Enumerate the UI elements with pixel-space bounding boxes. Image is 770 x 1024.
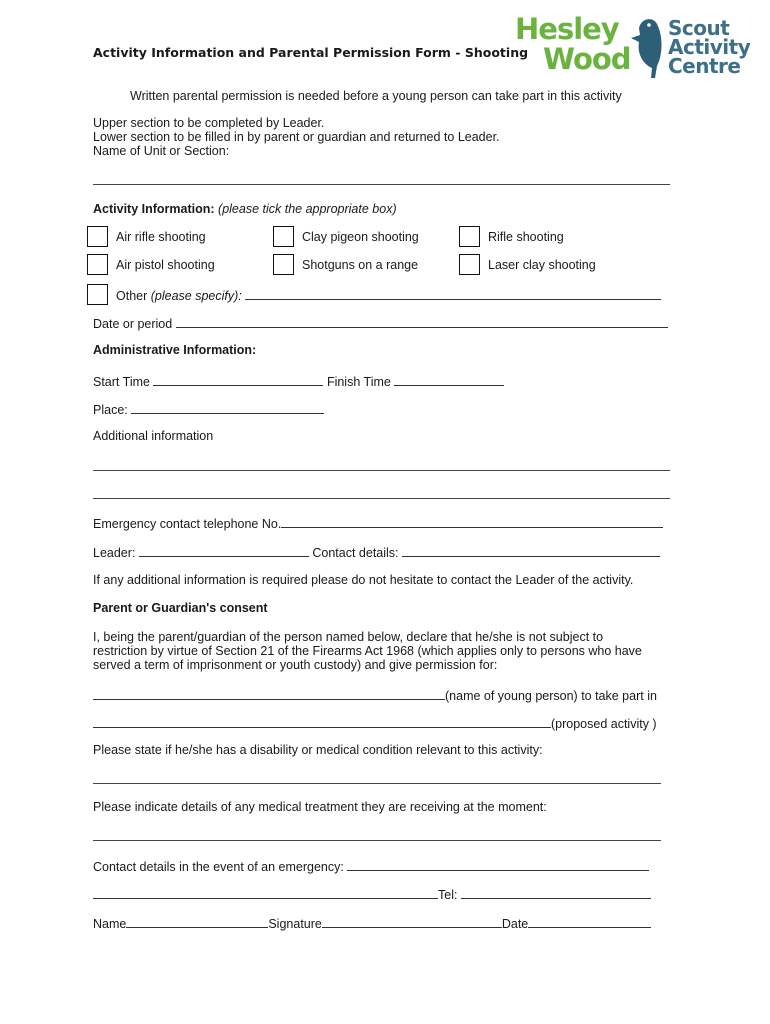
proposed-activity-suffix: (proposed activity )	[551, 717, 657, 731]
time-row	[93, 373, 504, 389]
label-air-pistol: Air pistol shooting	[116, 258, 215, 272]
activity-heading-hint: (please tick the appropriate box)	[218, 202, 397, 216]
upper-section-note: Upper section to be completed by Leader.	[93, 116, 325, 130]
young-person-field[interactable]	[93, 687, 445, 700]
intro-text: Written parental permission is needed before a young person can take part in this activity	[130, 89, 622, 103]
emergency-phone-field[interactable]	[281, 515, 663, 528]
other-label: Other	[116, 289, 148, 303]
logo-word-hesley: Hesley	[515, 12, 619, 46]
start-time-field[interactable]	[153, 373, 323, 386]
hesley-wood-logo	[515, 14, 760, 80]
checkbox-other[interactable]	[87, 284, 108, 305]
disability-field[interactable]	[93, 783, 661, 784]
emergency-contact-field[interactable]	[347, 858, 649, 871]
young-person-suffix: (name of young person) to take part in	[445, 689, 657, 703]
checkbox-clay-pigeon[interactable]	[273, 226, 294, 247]
consent-line-1: I, being the parent/guardian of the person named below, declare that he/she is not subject to	[93, 630, 604, 644]
disability-prompt: Please state if he/she has a disability or medical condition relevant to this activity:	[93, 743, 543, 757]
date-signed-label: Date	[501, 917, 529, 931]
proposed-activity-field[interactable]	[93, 715, 551, 728]
label-shotguns: Shotguns on a range	[302, 258, 419, 272]
logo-word-centre: Centre	[668, 54, 741, 78]
date-signed-field[interactable]	[528, 915, 651, 928]
consent-heading: Parent or Guardian's consent	[93, 601, 268, 615]
tel-row	[93, 886, 651, 902]
consent-line-2: restriction by virtue of Section 21 of the Firearms Act 1968 (which applies only to persons who have	[93, 644, 642, 658]
tel-label: Tel:	[438, 888, 458, 902]
emergency-address-field[interactable]	[93, 886, 438, 899]
place-row	[93, 401, 324, 417]
bird-icon	[627, 14, 669, 78]
date-label: Date or period	[93, 317, 173, 331]
start-time-label: Start Time	[93, 375, 150, 389]
leader-field[interactable]	[139, 544, 309, 557]
additional-info-field-1[interactable]	[93, 470, 670, 471]
additional-info-label: Additional information	[93, 429, 214, 443]
contact-details-field[interactable]	[402, 544, 660, 557]
other-hint: (please specify):	[150, 289, 242, 303]
leader-row	[93, 544, 660, 560]
contact-details-label: Contact details:	[312, 546, 399, 560]
label-air-rifle: Air rifle shooting	[116, 230, 206, 244]
leader-label: Leader:	[93, 546, 136, 560]
activity-heading-label: Activity Information:	[93, 202, 215, 216]
place-label: Place:	[93, 403, 128, 417]
treatment-field[interactable]	[93, 840, 661, 841]
lower-section-note: Lower section to be filled in by parent or guardian and returned to Leader.	[93, 130, 500, 144]
admin-heading: Administrative Information:	[93, 343, 257, 357]
additional-info-field-2[interactable]	[93, 498, 670, 499]
checkbox-rifle[interactable]	[459, 226, 480, 247]
name-label: Name	[93, 917, 127, 931]
label-other	[116, 287, 661, 303]
checkbox-air-pistol[interactable]	[87, 254, 108, 275]
finish-time-field[interactable]	[394, 373, 504, 386]
label-laser-clay: Laser clay shooting	[488, 258, 596, 272]
signature-row	[93, 915, 651, 931]
consent-line-3: served a term of imprisonment or youth custody) and give permission for:	[93, 658, 498, 672]
logo-word-activity: Activity	[668, 35, 751, 59]
emergency-contact-label: Contact details in the event of an emergency:	[93, 860, 344, 874]
treatment-prompt: Please indicate details of any medical treatment they are receiving at the moment:	[93, 800, 547, 814]
page-title: Activity Information and Parental Permission Form - Shooting	[93, 45, 529, 60]
emergency-contact-row	[93, 858, 649, 874]
date-field[interactable]	[176, 315, 668, 328]
finish-time-label: Finish Time	[326, 375, 391, 389]
logo-word-wood: Wood	[543, 42, 631, 76]
tel-field[interactable]	[461, 886, 651, 899]
label-rifle: Rifle shooting	[488, 230, 564, 244]
logo-word-scout: Scout	[668, 16, 730, 40]
signature-label: Signature	[268, 917, 322, 931]
other-field[interactable]	[245, 287, 661, 300]
proposed-activity-row	[93, 715, 657, 731]
unit-field[interactable]	[93, 184, 670, 185]
young-person-row	[93, 687, 657, 703]
place-field[interactable]	[131, 401, 324, 414]
name-field[interactable]	[126, 915, 268, 928]
checkbox-laser-clay[interactable]	[459, 254, 480, 275]
checkbox-shotguns[interactable]	[273, 254, 294, 275]
signature-field[interactable]	[322, 915, 502, 928]
contact-note: If any additional information is required please do not hesitate to contact the Leader of the activity.	[93, 573, 634, 587]
unit-label: Name of Unit or Section:	[93, 144, 230, 158]
date-row	[93, 315, 668, 331]
activity-heading	[93, 202, 397, 216]
checkbox-air-rifle[interactable]	[87, 226, 108, 247]
emergency-phone-label: Emergency contact telephone No.	[93, 517, 282, 531]
emergency-phone-row	[93, 515, 663, 531]
label-clay-pigeon: Clay pigeon shooting	[302, 230, 419, 244]
